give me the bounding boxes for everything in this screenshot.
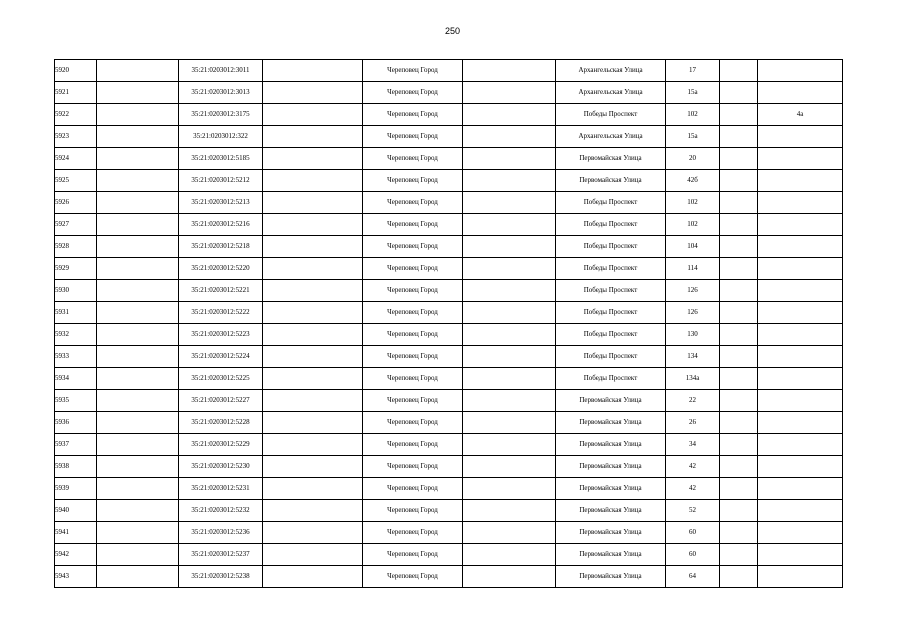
row-number-cell: 5925: [55, 170, 97, 192]
empty-cell: [263, 324, 363, 346]
cadastral-number-cell: 35:21:0203012:5213: [179, 192, 263, 214]
empty-cell: [720, 412, 758, 434]
street-cell: Победы Проспект: [556, 368, 666, 390]
city-cell: Череповец Город: [363, 126, 463, 148]
empty-cell: [263, 544, 363, 566]
city-cell: Череповец Город: [363, 522, 463, 544]
table-row: [55, 82, 843, 104]
building-cell: [758, 434, 843, 456]
table-row: [55, 324, 843, 346]
row-number-cell: 5933: [55, 346, 97, 368]
empty-cell: [720, 170, 758, 192]
table-row: [55, 302, 843, 324]
city-cell: Череповец Город: [363, 412, 463, 434]
row-number-cell: 5922: [55, 104, 97, 126]
house-number-cell: 17: [666, 60, 720, 82]
empty-cell: [97, 566, 179, 588]
building-cell: [758, 148, 843, 170]
house-number-cell: 134: [666, 346, 720, 368]
building-cell: [758, 280, 843, 302]
cadastral-number-cell: 35:21:0203012:3013: [179, 82, 263, 104]
table-row: [55, 566, 843, 588]
building-cell: [758, 324, 843, 346]
street-cell: Архангельская Улица: [556, 82, 666, 104]
table-row: [55, 456, 843, 478]
street-cell: Победы Проспект: [556, 258, 666, 280]
house-number-cell: 20: [666, 148, 720, 170]
cadastral-number-cell: 35:21:0203012:5212: [179, 170, 263, 192]
building-cell: [758, 456, 843, 478]
empty-cell: [263, 170, 363, 192]
empty-cell: [463, 280, 556, 302]
table-row: [55, 236, 843, 258]
empty-cell: [97, 456, 179, 478]
empty-cell: [463, 302, 556, 324]
city-cell: Череповец Город: [363, 478, 463, 500]
cadastral-number-cell: 35:21:0203012:5222: [179, 302, 263, 324]
building-cell: [758, 60, 843, 82]
house-number-cell: 15а: [666, 126, 720, 148]
house-number-cell: 64: [666, 566, 720, 588]
empty-cell: [463, 324, 556, 346]
building-cell: [758, 170, 843, 192]
street-cell: Победы Проспект: [556, 346, 666, 368]
empty-cell: [263, 500, 363, 522]
table-row: [55, 126, 843, 148]
empty-cell: [263, 522, 363, 544]
empty-cell: [720, 192, 758, 214]
empty-cell: [97, 236, 179, 258]
city-cell: Череповец Город: [363, 390, 463, 412]
street-cell: Победы Проспект: [556, 236, 666, 258]
table-row: [55, 214, 843, 236]
street-cell: Победы Проспект: [556, 324, 666, 346]
empty-cell: [463, 434, 556, 456]
city-cell: Череповец Город: [363, 258, 463, 280]
empty-cell: [97, 126, 179, 148]
house-number-cell: 102: [666, 214, 720, 236]
empty-cell: [263, 126, 363, 148]
street-cell: Первомайская Улица: [556, 390, 666, 412]
cadastral-number-cell: 35:21:0203012:5232: [179, 500, 263, 522]
empty-cell: [720, 434, 758, 456]
empty-cell: [263, 214, 363, 236]
building-cell: [758, 126, 843, 148]
cadastral-number-cell: 35:21:0203012:5228: [179, 412, 263, 434]
row-number-cell: 5926: [55, 192, 97, 214]
empty-cell: [463, 192, 556, 214]
empty-cell: [263, 390, 363, 412]
table-row: [55, 170, 843, 192]
house-number-cell: 134а: [666, 368, 720, 390]
street-cell: Победы Проспект: [556, 104, 666, 126]
cadastral-number-cell: 35:21:0203012:5227: [179, 390, 263, 412]
house-number-cell: 102: [666, 192, 720, 214]
city-cell: Череповец Город: [363, 346, 463, 368]
city-cell: Череповец Город: [363, 368, 463, 390]
cadastral-number-cell: 35:21:0203012:5225: [179, 368, 263, 390]
row-number-cell: 5942: [55, 544, 97, 566]
empty-cell: [263, 412, 363, 434]
house-number-cell: 114: [666, 258, 720, 280]
empty-cell: [463, 60, 556, 82]
empty-cell: [463, 236, 556, 258]
empty-cell: [463, 478, 556, 500]
street-cell: Архангельская Улица: [556, 60, 666, 82]
empty-cell: [97, 368, 179, 390]
cadastral-number-cell: 35:21:0203012:5216: [179, 214, 263, 236]
register-body: [55, 60, 843, 588]
table-row: [55, 522, 843, 544]
table-row: [55, 500, 843, 522]
row-number-cell: 5930: [55, 280, 97, 302]
row-number-cell: 5920: [55, 60, 97, 82]
house-number-cell: 60: [666, 544, 720, 566]
building-cell: [758, 478, 843, 500]
street-cell: Первомайская Улица: [556, 522, 666, 544]
empty-cell: [263, 566, 363, 588]
table-row: [55, 368, 843, 390]
house-number-cell: 26: [666, 412, 720, 434]
empty-cell: [463, 148, 556, 170]
building-cell: [758, 302, 843, 324]
building-cell: [758, 522, 843, 544]
empty-cell: [720, 148, 758, 170]
empty-cell: [720, 60, 758, 82]
empty-cell: [463, 346, 556, 368]
building-cell: [758, 566, 843, 588]
building-cell: [758, 390, 843, 412]
row-number-cell: 5938: [55, 456, 97, 478]
empty-cell: [720, 280, 758, 302]
row-number-cell: 5941: [55, 522, 97, 544]
city-cell: Череповец Город: [363, 104, 463, 126]
empty-cell: [720, 500, 758, 522]
table-row: [55, 544, 843, 566]
empty-cell: [463, 566, 556, 588]
empty-cell: [720, 566, 758, 588]
empty-cell: [263, 236, 363, 258]
building-cell: [758, 412, 843, 434]
empty-cell: [463, 82, 556, 104]
empty-cell: [263, 302, 363, 324]
cadastral-number-cell: 35:21:0203012:5230: [179, 456, 263, 478]
building-cell: [758, 82, 843, 104]
empty-cell: [720, 236, 758, 258]
empty-cell: [720, 324, 758, 346]
street-cell: Первомайская Улица: [556, 478, 666, 500]
building-cell: [758, 236, 843, 258]
empty-cell: [720, 104, 758, 126]
empty-cell: [97, 390, 179, 412]
empty-cell: [463, 126, 556, 148]
house-number-cell: 22: [666, 390, 720, 412]
empty-cell: [97, 434, 179, 456]
cadastral-number-cell: 35:21:0203012:5236: [179, 522, 263, 544]
city-cell: Череповец Город: [363, 324, 463, 346]
empty-cell: [463, 412, 556, 434]
cadastral-number-cell: 35:21:0203012:5218: [179, 236, 263, 258]
city-cell: Череповец Город: [363, 82, 463, 104]
empty-cell: [463, 544, 556, 566]
empty-cell: [97, 82, 179, 104]
street-cell: Первомайская Улица: [556, 456, 666, 478]
row-number-cell: 5934: [55, 368, 97, 390]
building-cell: [758, 192, 843, 214]
empty-cell: [263, 346, 363, 368]
empty-cell: [720, 478, 758, 500]
empty-cell: [463, 456, 556, 478]
cadastral-number-cell: 35:21:0203012:5223: [179, 324, 263, 346]
empty-cell: [97, 280, 179, 302]
cadastral-number-cell: 35:21:0203012:5237: [179, 544, 263, 566]
row-number-cell: 5932: [55, 324, 97, 346]
house-number-cell: 60: [666, 522, 720, 544]
cadastral-number-cell: 35:21:0203012:5231: [179, 478, 263, 500]
street-cell: Первомайская Улица: [556, 412, 666, 434]
empty-cell: [97, 192, 179, 214]
empty-cell: [263, 82, 363, 104]
row-number-cell: 5939: [55, 478, 97, 500]
city-cell: Череповец Город: [363, 566, 463, 588]
row-number-cell: 5921: [55, 82, 97, 104]
street-cell: Первомайская Улица: [556, 148, 666, 170]
street-cell: Первомайская Улица: [556, 170, 666, 192]
city-cell: Череповец Город: [363, 456, 463, 478]
city-cell: Череповец Город: [363, 236, 463, 258]
empty-cell: [263, 192, 363, 214]
empty-cell: [97, 324, 179, 346]
street-cell: Архангельская Улица: [556, 126, 666, 148]
empty-cell: [97, 170, 179, 192]
house-number-cell: 126: [666, 280, 720, 302]
cadastral-number-cell: 35:21:0203012:5221: [179, 280, 263, 302]
table-row: [55, 412, 843, 434]
empty-cell: [720, 258, 758, 280]
row-number-cell: 5943: [55, 566, 97, 588]
empty-cell: [97, 478, 179, 500]
building-cell: [758, 544, 843, 566]
house-number-cell: 42: [666, 456, 720, 478]
empty-cell: [263, 60, 363, 82]
city-cell: Череповец Город: [363, 434, 463, 456]
table-row: [55, 258, 843, 280]
cadastral-number-cell: 35:21:0203012:5224: [179, 346, 263, 368]
street-cell: Первомайская Улица: [556, 500, 666, 522]
table-row: [55, 346, 843, 368]
empty-cell: [97, 522, 179, 544]
house-number-cell: 52: [666, 500, 720, 522]
empty-cell: [263, 478, 363, 500]
row-number-cell: 5929: [55, 258, 97, 280]
empty-cell: [463, 368, 556, 390]
house-number-cell: 42: [666, 478, 720, 500]
empty-cell: [463, 170, 556, 192]
empty-cell: [720, 346, 758, 368]
cadastral-number-cell: 35:21:0203012:5220: [179, 258, 263, 280]
city-cell: Череповец Город: [363, 500, 463, 522]
city-cell: Череповец Город: [363, 60, 463, 82]
empty-cell: [463, 258, 556, 280]
cadastral-number-cell: 35:21:0203012:3011: [179, 60, 263, 82]
register-table: [54, 59, 843, 588]
house-number-cell: 15а: [666, 82, 720, 104]
empty-cell: [720, 544, 758, 566]
street-cell: Первомайская Улица: [556, 544, 666, 566]
building-cell: [758, 214, 843, 236]
empty-cell: [97, 258, 179, 280]
empty-cell: [720, 522, 758, 544]
empty-cell: [720, 368, 758, 390]
empty-cell: [463, 214, 556, 236]
page-number: 250: [444, 26, 461, 36]
row-number-cell: 5923: [55, 126, 97, 148]
city-cell: Череповец Город: [363, 280, 463, 302]
empty-cell: [97, 346, 179, 368]
table-row: [55, 280, 843, 302]
empty-cell: [263, 456, 363, 478]
city-cell: Череповец Город: [363, 544, 463, 566]
row-number-cell: 5928: [55, 236, 97, 258]
building-cell: [758, 500, 843, 522]
table-row: [55, 148, 843, 170]
street-cell: Победы Проспект: [556, 214, 666, 236]
table-row: [55, 434, 843, 456]
empty-cell: [263, 104, 363, 126]
empty-cell: [463, 500, 556, 522]
cadastral-number-cell: 35:21:0203012:5238: [179, 566, 263, 588]
empty-cell: [97, 104, 179, 126]
building-cell: [758, 346, 843, 368]
empty-cell: [97, 500, 179, 522]
empty-cell: [97, 60, 179, 82]
house-number-cell: 104: [666, 236, 720, 258]
empty-cell: [263, 148, 363, 170]
table-row: [55, 104, 843, 126]
building-cell: [758, 258, 843, 280]
city-cell: Череповец Город: [363, 302, 463, 324]
building-cell: 4а: [758, 104, 843, 126]
city-cell: Череповец Город: [363, 192, 463, 214]
house-number-cell: 130: [666, 324, 720, 346]
house-number-cell: 102: [666, 104, 720, 126]
empty-cell: [263, 434, 363, 456]
empty-cell: [463, 390, 556, 412]
city-cell: Череповец Город: [363, 148, 463, 170]
empty-cell: [263, 368, 363, 390]
street-cell: Первомайская Улица: [556, 566, 666, 588]
empty-cell: [97, 412, 179, 434]
empty-cell: [97, 544, 179, 566]
street-cell: Победы Проспект: [556, 280, 666, 302]
row-number-cell: 5927: [55, 214, 97, 236]
empty-cell: [720, 302, 758, 324]
row-number-cell: 5931: [55, 302, 97, 324]
house-number-cell: 42б: [666, 170, 720, 192]
cadastral-number-cell: 35:21:0203012:322: [179, 126, 263, 148]
empty-cell: [720, 126, 758, 148]
table-row: [55, 192, 843, 214]
house-number-cell: 126: [666, 302, 720, 324]
building-cell: [758, 368, 843, 390]
street-cell: Первомайская Улица: [556, 434, 666, 456]
empty-cell: [463, 522, 556, 544]
city-cell: Череповец Город: [363, 214, 463, 236]
empty-cell: [97, 214, 179, 236]
empty-cell: [97, 302, 179, 324]
empty-cell: [97, 148, 179, 170]
house-number-cell: 34: [666, 434, 720, 456]
empty-cell: [720, 214, 758, 236]
city-cell: Череповец Город: [363, 170, 463, 192]
row-number-cell: 5924: [55, 148, 97, 170]
empty-cell: [263, 280, 363, 302]
street-cell: Победы Проспект: [556, 192, 666, 214]
empty-cell: [463, 104, 556, 126]
row-number-cell: 5936: [55, 412, 97, 434]
table-row: [55, 390, 843, 412]
empty-cell: [720, 82, 758, 104]
table-row: [55, 60, 843, 82]
row-number-cell: 5935: [55, 390, 97, 412]
row-number-cell: 5937: [55, 434, 97, 456]
table-row: [55, 478, 843, 500]
empty-cell: [263, 258, 363, 280]
street-cell: Победы Проспект: [556, 302, 666, 324]
row-number-cell: 5940: [55, 500, 97, 522]
empty-cell: [720, 390, 758, 412]
cadastral-number-cell: 35:21:0203012:5185: [179, 148, 263, 170]
cadastral-number-cell: 35:21:0203012:5229: [179, 434, 263, 456]
cadastral-number-cell: 35:21:0203012:3175: [179, 104, 263, 126]
empty-cell: [720, 456, 758, 478]
